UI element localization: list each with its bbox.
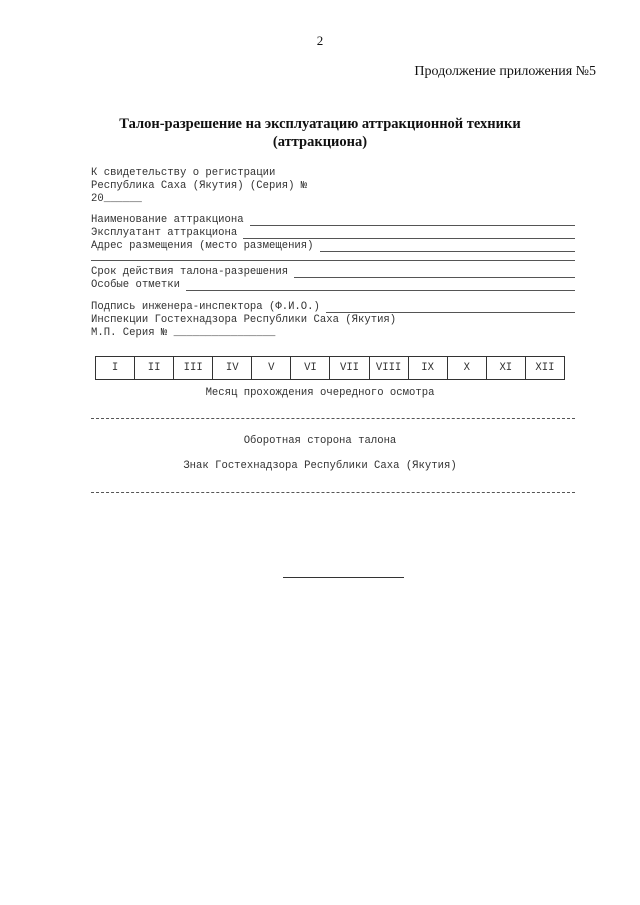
field-notes-row — [91, 278, 575, 291]
field-validity-row — [91, 265, 575, 278]
field-signature-row — [91, 300, 575, 313]
month-cell: IV — [213, 357, 252, 380]
month-cell: I — [96, 357, 135, 380]
field-operator-label: Эксплуатант аттракциона — [91, 227, 238, 239]
certificate-line-1: К свидетельству о регистрации — [91, 167, 276, 179]
back-side-sign: Знак Гостехнадзора Республики Саха (Якутия) — [183, 460, 457, 472]
field-address-line — [320, 242, 575, 252]
field-operator-line — [243, 229, 575, 239]
field-validity-line — [294, 268, 575, 278]
page-number: 2 — [316, 33, 324, 48]
address-extra-line — [91, 260, 575, 261]
field-address-row — [91, 239, 575, 252]
field-name-label: Наименование аттракциона — [91, 214, 244, 226]
field-name-line — [250, 216, 575, 226]
month-cell: X — [447, 357, 486, 380]
document-title — [100, 115, 540, 151]
cut-line-top — [91, 418, 575, 419]
back-side-title: Оборотная сторона талона — [243, 435, 397, 447]
stamp-series-line: М.П. Серия № ________________ — [91, 327, 276, 339]
month-cell: VI — [291, 357, 330, 380]
document-title-line1: Талон-разрешение на эксплуатацию аттракционной техники — [119, 116, 521, 132]
field-notes-label: Особые отметки — [91, 279, 181, 291]
field-operator-row — [91, 226, 575, 239]
months-row — [96, 357, 565, 380]
certificate-line-3: 20______ — [91, 193, 142, 205]
field-signature-line — [326, 303, 575, 313]
month-cell: XII — [525, 357, 564, 380]
month-cell: II — [135, 357, 174, 380]
month-cell: III — [174, 357, 213, 380]
field-name-row — [91, 213, 575, 226]
appendix-note: Продолжение приложения №5 — [414, 64, 596, 79]
months-table — [95, 356, 565, 380]
month-cell: XI — [486, 357, 525, 380]
month-cell: V — [252, 357, 291, 380]
field-notes-line — [186, 281, 575, 291]
month-cell: VIII — [369, 357, 408, 380]
months-caption: Месяц прохождения очередного осмотра — [205, 387, 435, 399]
month-cell: IX — [408, 357, 447, 380]
inspectorate-line: Инспекции Гостехнадзора Республики Саха (Якутия) — [91, 314, 397, 326]
field-address-label: Адрес размещения (место размещения) — [91, 240, 314, 252]
end-line — [283, 577, 404, 578]
field-validity-label: Срок действия талона-разрешения — [91, 266, 289, 278]
month-cell: VII — [330, 357, 369, 380]
certificate-line-2: Республика Саха (Якутия) (Серия) № — [91, 180, 308, 192]
cut-line-bottom — [91, 492, 575, 493]
field-signature-label: Подпись инженера-инспектора (Ф.И.О.) — [91, 301, 320, 313]
document-title-line2: (аттракциона) — [272, 134, 368, 150]
